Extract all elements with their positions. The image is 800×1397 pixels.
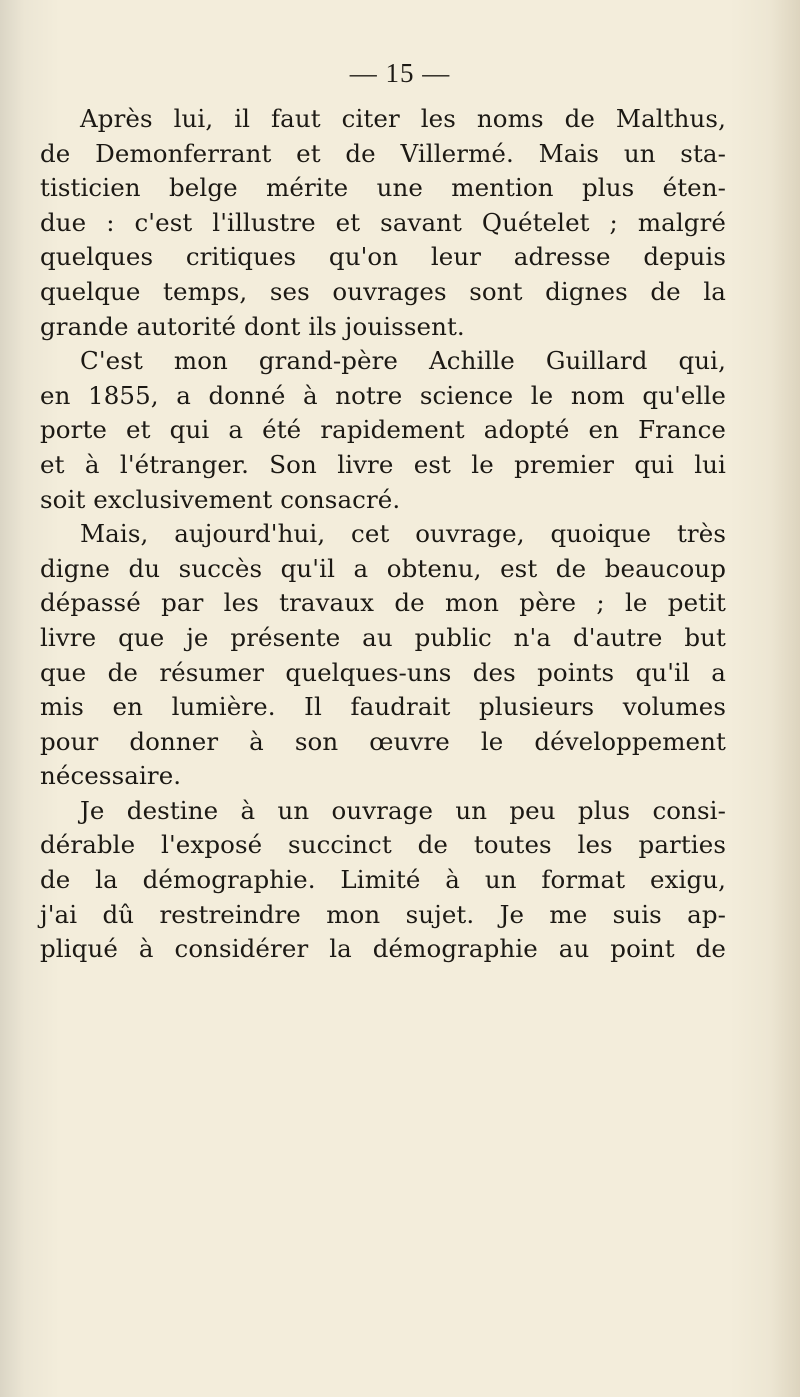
text-line: Je destine à un ouvrage un peu plus consi- bbox=[80, 795, 726, 825]
text-line: C'est mon grand-père Achille Guillard qui, bbox=[80, 346, 726, 376]
text-line: de la démographie. Limité à un format exigu, bbox=[40, 865, 726, 895]
text-line: digne du succès qu'il a obtenu, est de beaucoup bbox=[40, 553, 726, 583]
text-line: nécessaire. bbox=[40, 761, 182, 791]
text-line: Après lui, il faut citer les noms de Malthus, bbox=[80, 104, 726, 133]
paragraph bbox=[40, 794, 726, 967]
paragraph bbox=[40, 517, 726, 794]
text-line: et à l'étranger. Son livre est le premier qui lui bbox=[40, 449, 726, 479]
text-line: j'ai dû restreindre mon sujet. Je me suis ap- bbox=[40, 899, 726, 929]
text-line: quelques critiques qu'on leur adresse depuis bbox=[40, 242, 726, 272]
text-line: porte et qui a été rapidement adopté en France bbox=[40, 415, 726, 445]
text-line: pliqué à considérer la démographie au point de bbox=[40, 934, 726, 964]
page-number: — 15 — bbox=[349, 58, 451, 88]
text-line: tisticien belge mérite une mention plus éten- bbox=[40, 173, 726, 203]
text-line: livre que je présente au public n'a d'autre but bbox=[40, 622, 726, 652]
text-line: dépassé par les travaux de mon père ; le petit bbox=[40, 588, 726, 618]
paragraph bbox=[40, 102, 726, 344]
text-line: en 1855, a donné à notre science le nom qu'elle bbox=[40, 380, 726, 410]
text-line: due : c'est l'illustre et savant Quételet ; malgré bbox=[40, 207, 726, 237]
text-line: pour donner à son œuvre le développement bbox=[40, 726, 726, 756]
text-line: dérable l'exposé succinct de toutes les parties bbox=[40, 830, 726, 860]
text-line: quelque temps, ses ouvrages sont dignes de la bbox=[40, 276, 726, 306]
text-line: soit exclusivement consacré. bbox=[40, 484, 401, 514]
text-line: grande autorité dont ils jouissent. bbox=[40, 311, 465, 341]
text-line: de Demonferrant et de Villermé. Mais un sta- bbox=[40, 138, 726, 168]
text-line: que de résumer quelques-uns des points qu'il a bbox=[40, 657, 726, 687]
text-line: Mais, aujourd'hui, cet ouvrage, quoique très bbox=[80, 519, 726, 549]
paragraph bbox=[40, 344, 726, 517]
text-line: mis en lumière. Il faudrait plusieurs volumes bbox=[40, 692, 726, 722]
body-text bbox=[40, 102, 726, 967]
